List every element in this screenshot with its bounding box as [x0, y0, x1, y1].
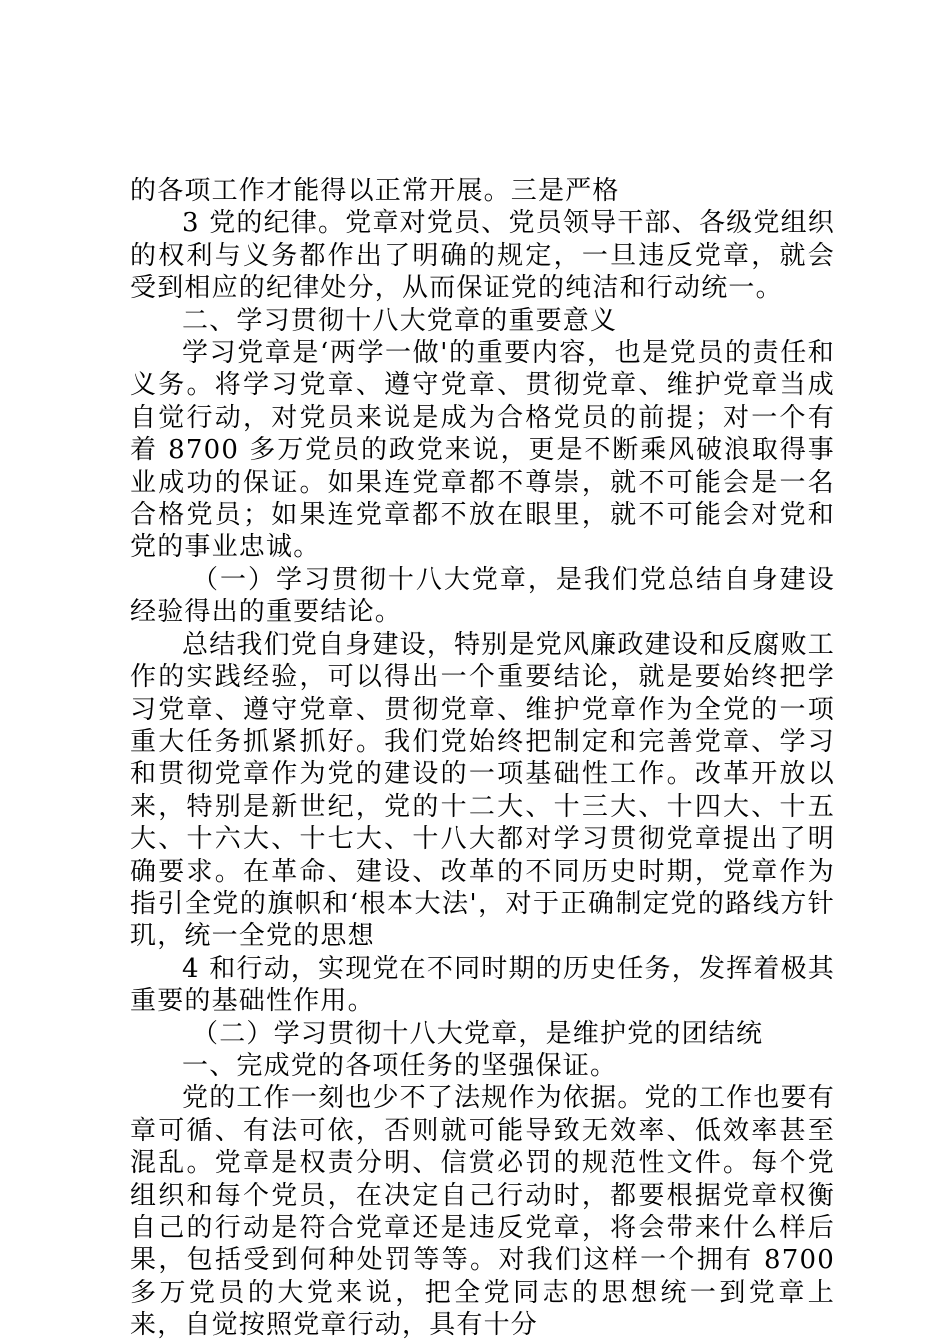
subheading-1: （一）学习贯彻十八大党章，是我们党总结自身建设经验得出的重要结论。	[130, 564, 835, 628]
subheading-2: （二）学习贯彻十八大党章，是维护党的团结统	[192, 1018, 764, 1049]
paragraph-regulations: 党的工作一刻也少不了法规作为依据。党的工作也要有章可循、有法可依，否则就可能导致无效率、低效率甚至混乱。党章是权责分明、信赏必罚的规范性文件。每个党组织和每个党员，在决定自己行动时，都要根据党章权衡自己的行动是符合党章还是违反党章，将会带来什么样后果，包括受到何种处罚等等。对我们这样一个拥有 8700 多万党员的大党来说，把全党同志的思想统一到党章上来，自觉按照党章行动，具有十分	[130, 1083, 835, 1341]
paragraph-study-importance: 学习党章是‘两学一做'的重要内容，也是党员的责任和义务。将学习党章、遵守党章、贯彻党章、维护党章当成自觉行动，对党员来说是成为合格党员的前提；对一个有着 8700 多万党员的政党来说，更是不断乘风破浪取得事业成功的保证。如果连党章都不尊崇，就不可能会是一名合格党员；如果连党章都不放在眼里，就不可能会对党和党的事业忠诚。	[130, 338, 835, 563]
paragraph-historic-tasks: 4 和行动，实现党在不同时期的历史任务，发挥着极其重要的基础性作用。	[130, 953, 835, 1017]
section-heading-2: 二、学习贯彻十八大党章的重要意义	[182, 305, 618, 336]
paragraph-experience: 总结我们党自身建设，特别是党风廉政建设和反腐败工作的实践经验，可以得出一个重要结论，就是要始终把学习党章、遵守党章、贯彻党章、维护党章作为全党的一项重大任务抓紧抓好。我们党始终把制定和完善党章、学习和贯彻党章作为党的建设的一项基础性工作。改革开放以来，特别是新世纪，党的十二大、十三大、十四大、十五大、十六大、十七大、十八大都对学习贯彻党章提出了明确要求。在革命、建设、改革的不同历史时期，党章作为指引全党的旗帜和‘根本大法'，对于正确制定党的路线方针玑，统一全党的思想	[130, 629, 835, 952]
paragraph-continuation: 的各项工作才能得以正常开展。三是严格	[130, 176, 620, 206]
subheading-2-continuation: 一、完成党的各项任务的坚强保证。	[182, 1050, 618, 1081]
document-body	[130, 175, 835, 1342]
paragraph-party-discipline: 3 党的纪律。党章对党员、党员领导干部、各级党组织的权利与义务都作出了明确的规定，一旦违反党章，就会受到相应的纪律处分，从而保证党的纯洁和行动统一。	[130, 208, 835, 304]
